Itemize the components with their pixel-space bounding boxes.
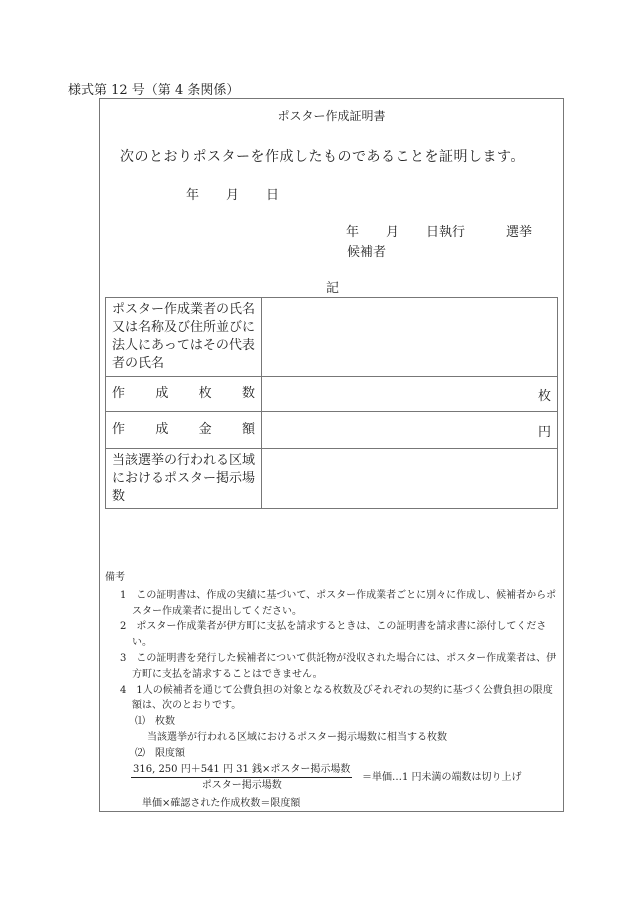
table-row (106, 412, 558, 449)
year-label: 年 (186, 188, 200, 203)
remark-item-2: 2 ポスター作成業者が伊方町に支払を請求するときは、この証明書を請求書に添付してください。 (120, 621, 547, 649)
certification-statement: 次のとおりポスターを作成したものであることを証明します。 (120, 149, 525, 165)
row-label-count (106, 377, 262, 412)
candidate-label: 候補者 (347, 245, 387, 260)
table-row (106, 449, 558, 509)
limit-formula (105, 762, 560, 796)
document-title: ポスター作成証明書 (277, 109, 386, 123)
label-char: 成 (155, 386, 169, 401)
issue-date-line (186, 184, 306, 203)
label-char: 成 (155, 422, 169, 437)
election-day-exec-label: 日執行 (426, 225, 466, 240)
table-row (106, 298, 558, 377)
label-char: 数 (241, 386, 255, 401)
formula-fraction (131, 762, 352, 795)
table-row (106, 377, 558, 412)
row-value-amount-unit: 円 (262, 412, 558, 449)
day-label: 日 (266, 188, 280, 203)
label-char: 作 (112, 386, 126, 401)
election-date-line (346, 221, 532, 240)
certificate-frame (99, 98, 564, 812)
remark-item-3: 3 この証明書を発行した候補者について供託物が没収された場合には、ポスター作成業者は、伊方町に支払を請求することはできません。 (120, 652, 557, 680)
remark-sub-2-label: ⑵ 限度額 (135, 747, 185, 759)
remark-item-4: 4 1人の候補者を通じて公費負担の対象となる枚数及びそれぞれの契約に基づく公費負担の限度額は、次のとおりです。 (120, 684, 553, 712)
formula-denominator: ポスター掲示場数 (201, 780, 282, 792)
label-char: 金 (198, 422, 212, 437)
remarks-heading: 備考 (105, 572, 125, 583)
row-label-contractor: ポスター作成業者の氏名又は名称及び住所並びに法人にあってはその代表者の氏名 (106, 298, 262, 377)
formula-numerator: 316, 250 円＋541 円 31 銭×ポスター掲示場数 (131, 762, 352, 779)
election-year-label: 年 (346, 225, 360, 240)
ki-heading: 記 (326, 281, 340, 296)
row-value-contractor (262, 298, 558, 377)
election-month-label: 月 (386, 225, 400, 240)
form-number-label: 様式第 12 号（第 4 条関係） (68, 83, 240, 98)
label-char: 額 (241, 422, 255, 437)
row-label-boards: 当該選挙の行われる区域におけるポスター掲示場数 (106, 449, 262, 509)
remark-item-1: 1 この証明書は、作成の実績に基づいて、ポスター作成業者ごとに別々に作成し、候補者からポスター作成業者に提出してください。 (120, 589, 557, 617)
month-label: 月 (226, 188, 240, 203)
label-char: 作 (112, 422, 126, 437)
row-label-amount (106, 412, 262, 449)
remark-sub-1-label: ⑴ 枚数 (135, 716, 175, 728)
election-label: 選挙 (506, 225, 533, 240)
row-value-count-unit: 枚 (262, 377, 558, 412)
certificate-table (105, 297, 558, 509)
row-value-boards (262, 449, 558, 509)
limit-calculation: 単価×確認された作成枚数＝限度額 (142, 797, 301, 809)
formula-rhs: ＝単価…1 円未満の端数は切り上げ (362, 771, 522, 783)
remarks-section (105, 570, 560, 811)
remark-sub-1-text: 当該選挙が行われる区域におけるポスター掲示場数に相当する枚数 (147, 731, 447, 743)
label-char: 枚 (198, 386, 212, 401)
